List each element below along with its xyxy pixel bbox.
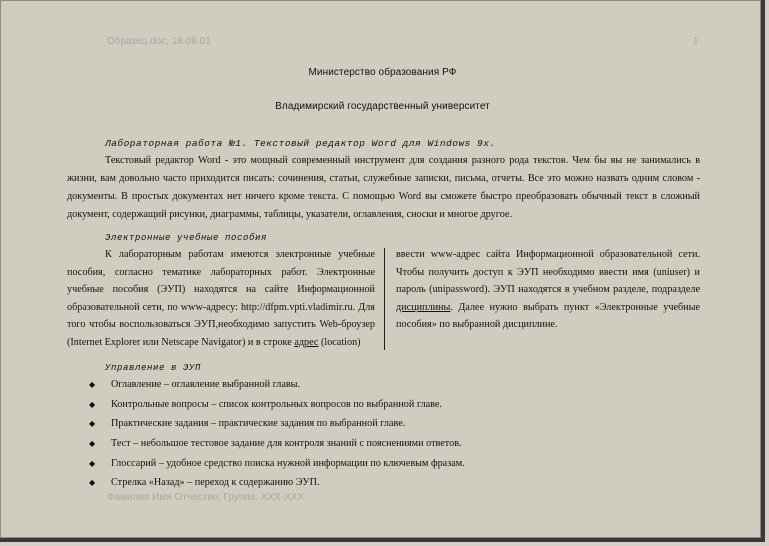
list-item-text: Оглавление – оглавление выбранной главы. bbox=[111, 379, 301, 391]
footer-student-info: Фамилия Имя Отчество, Группа: ХХХ-ХХХ bbox=[107, 492, 305, 503]
header-file-info: Образец.doc, 18.09.01 bbox=[107, 36, 211, 47]
list-item bbox=[89, 414, 465, 434]
diamond-bullet-icon: ◆ bbox=[89, 458, 96, 468]
column-right-text-start: ввести www-адрес сайта Информационной образовательной сети. Чтобы получить доступ к ЭУП необходимо ввести имя (uniuser) и пароль (unipassword). ЭУП находятся в учебном разделе, подразделе bbox=[396, 249, 700, 296]
list-item bbox=[89, 453, 465, 473]
intro-paragraph: Текстовый редактор Word - это мощный современный инструмент для создания разного рода текстов. Чем бы вы не занимались в жизни, вам довольно часто приходится писать: сочинения, статьи, служебные записки, письма, отчеты. Все это можно назвать одним словом - документы. В простых документах нет ничего кроме текста. С помощью Word вы сможете быстро преобразовать обычный текст в сложный документ, содержащий рисунки, диаграммы, таблицы, указатели, оглавления, сноски и многое другое. bbox=[67, 155, 700, 220]
list-item-text: Практические задания – практические задания по выбранной главе. bbox=[111, 418, 406, 430]
diamond-bullet-icon: ◆ bbox=[89, 419, 96, 429]
diamond-bullet-icon: ◆ bbox=[89, 399, 96, 409]
list-item bbox=[89, 375, 465, 395]
section-title-tutorials: Электронные учебные пособия bbox=[105, 233, 268, 243]
list-item bbox=[89, 434, 465, 454]
list-item-text: Контрольные вопросы – список контрольных вопросов по выбранной главе. bbox=[111, 398, 442, 410]
header-page-number: 1 bbox=[693, 36, 699, 47]
column-left-text-end: (location) bbox=[318, 336, 361, 348]
diamond-bullet-icon: ◆ bbox=[89, 380, 96, 390]
lab-title: Лабораторная работа №1. Текстовый редактор Word для Windows 9x. bbox=[105, 138, 496, 149]
list-item bbox=[89, 473, 465, 493]
diamond-bullet-icon: ◆ bbox=[89, 439, 96, 449]
list-item-text: Стрелка «Назад» – переход к содержанию ЭУП. bbox=[111, 477, 320, 489]
disciplines-term: дисциплины bbox=[396, 301, 451, 313]
list-item-text: Тест – небольшое тестовое задание для контроля знаний с пояснениями ответов. bbox=[111, 438, 462, 450]
university-heading: Владимирский государственный университет bbox=[275, 101, 490, 112]
column-left-text-start: К лабораторным работам имеются электронные учебные пособия, согласно тематике лабораторных работ. Электронные учебные пособия (ЭУП) находятся на сайте Информационной образовательной сети, по www-адресу: http://dfpm.vpti.vladimir.ru. Для того чтобы воспользоваться ЭУП,необходимо запустить Web-броузер (Internet Explorer или Netscape Navigator) и в строке bbox=[67, 249, 375, 348]
column-divider bbox=[384, 248, 385, 350]
list-item-text: Глоссарий – удобное средство поиска нужной информации по ключевым фразам. bbox=[111, 457, 465, 469]
ministry-heading: Министерство образования РФ bbox=[308, 67, 457, 78]
column-right-text-end: . Далее нужно выбрать пункт «Электронные учебные пособия» по выбранной дисциплине. bbox=[396, 301, 700, 331]
address-term: адрес bbox=[294, 336, 319, 348]
column-left-text bbox=[67, 246, 375, 352]
diamond-bullet-icon: ◆ bbox=[89, 478, 96, 488]
list-item bbox=[89, 395, 465, 415]
column-right-text bbox=[396, 246, 700, 334]
navigation-list bbox=[89, 375, 465, 493]
section-title-navigation: Управление в ЭУП bbox=[105, 363, 202, 373]
